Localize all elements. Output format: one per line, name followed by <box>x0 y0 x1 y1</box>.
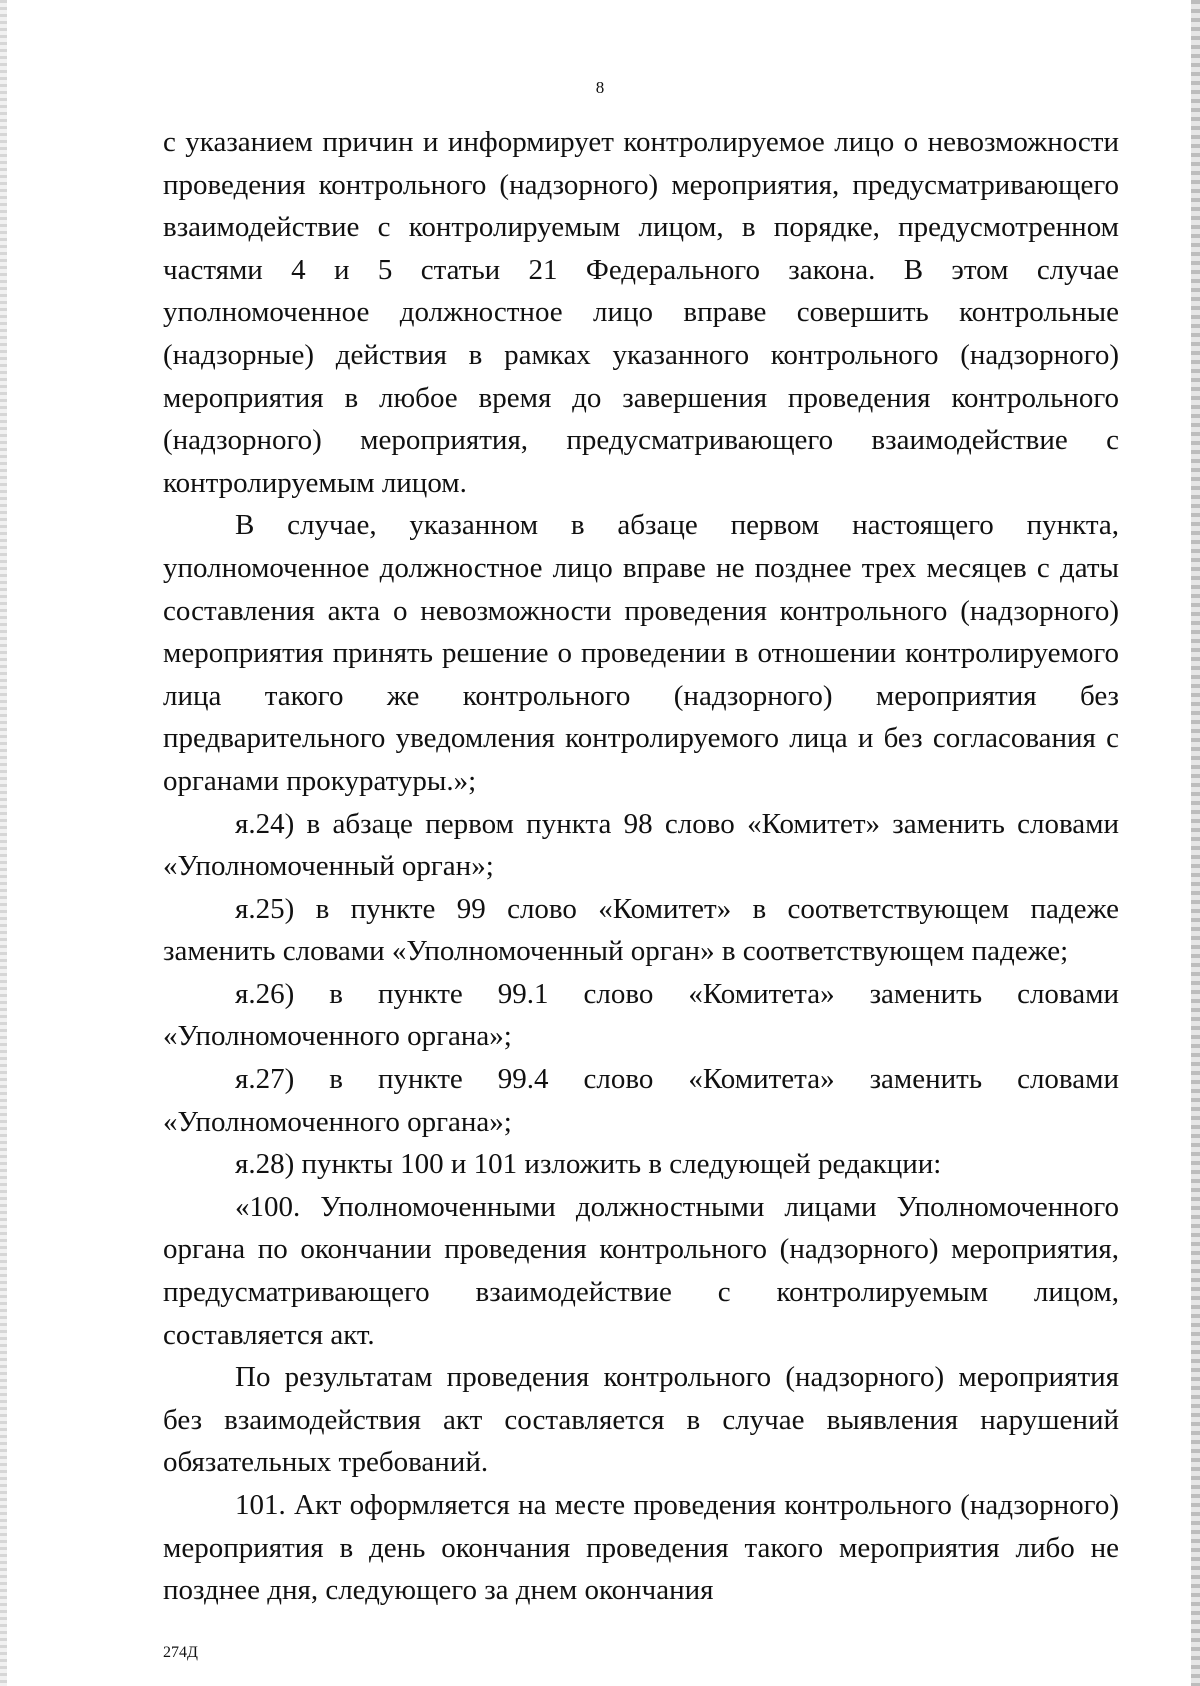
paragraph-case: В случае, указанном в абзаце первом настоящего пункта, уполномоченное должностное лицо вправе не позднее трех месяцев с даты составления акта о невозможности проведения контрольного (надзорного) мероприятия принять решение о проведении в отношении контролируемого лица такого же контрольного (надзорного) мероприятия без предварительного уведомления контролируемого лица и без согласования с органами прокуратуры.»; <box>163 509 1119 797</box>
paragraph-clause-100: «100. Уполномоченными должностными лицами Уполномоченного органа по окончании проведения контрольного (надзорного) мероприятия, предусматривающего взаимодействие с контролируемым лицом, составляется акт. <box>163 1190 1119 1351</box>
paragraph-item-26: я.26) в пункте 99.1 слово «Комитета» заменить словами «Уполномоченного органа»; <box>163 977 1119 1053</box>
footer-document-code: 274Д <box>163 1644 198 1661</box>
paragraph-continuation: с указанием причин и информирует контролируемое лицо о невозможности проведения контрольного (надзорного) мероприятия, предусматривающего взаимодействие с контролируемым лицом, в порядке, предусмотренном частями 4 и 5 статьи 21 Федерального закона. В этом случае уполномоченное должностное лицо вправе совершить контрольные (надзорные) действия в рамках указанного контрольного (надзорного) мероприятия в любое время до завершения проведения контрольного (надзорного) мероприятия, предусматривающего взаимодействие с контролируемым лицом. <box>163 126 1119 499</box>
page-number: 8 <box>595 78 605 97</box>
scan-right-edge <box>1191 0 1200 1686</box>
paragraph-clause-101: 101. Акт оформляется на месте проведения контрольного (надзорного) мероприятия в день окончания проведения такого мероприятия либо не позднее дня, следующего за днем окончания <box>163 1489 1119 1607</box>
document-body <box>163 121 1119 1612</box>
paragraph-item-28: я.28) пункты 100 и 101 изложить в следующей редакции: <box>235 1148 942 1181</box>
scan-left-edge <box>0 0 7 1686</box>
paragraph-item-25: я.25) в пункте 99 слово «Комитет» в соответствующем падеже заменить словами «Уполномоченный орган» в соответствующем падеже; <box>163 892 1119 968</box>
paragraph-item-24: я.24) в абзаце первом пункта 98 слово «Комитет» заменить словами «Уполномоченный орган»; <box>163 807 1119 883</box>
paragraph-results: По результатам проведения контрольного (надзорного) мероприятия без взаимодействия акт составляется в случае выявления нарушений обязательных требований. <box>163 1361 1119 1479</box>
paragraph-item-27: я.27) в пункте 99.4 слово «Комитета» заменить словами «Уполномоченного органа»; <box>163 1063 1119 1138</box>
